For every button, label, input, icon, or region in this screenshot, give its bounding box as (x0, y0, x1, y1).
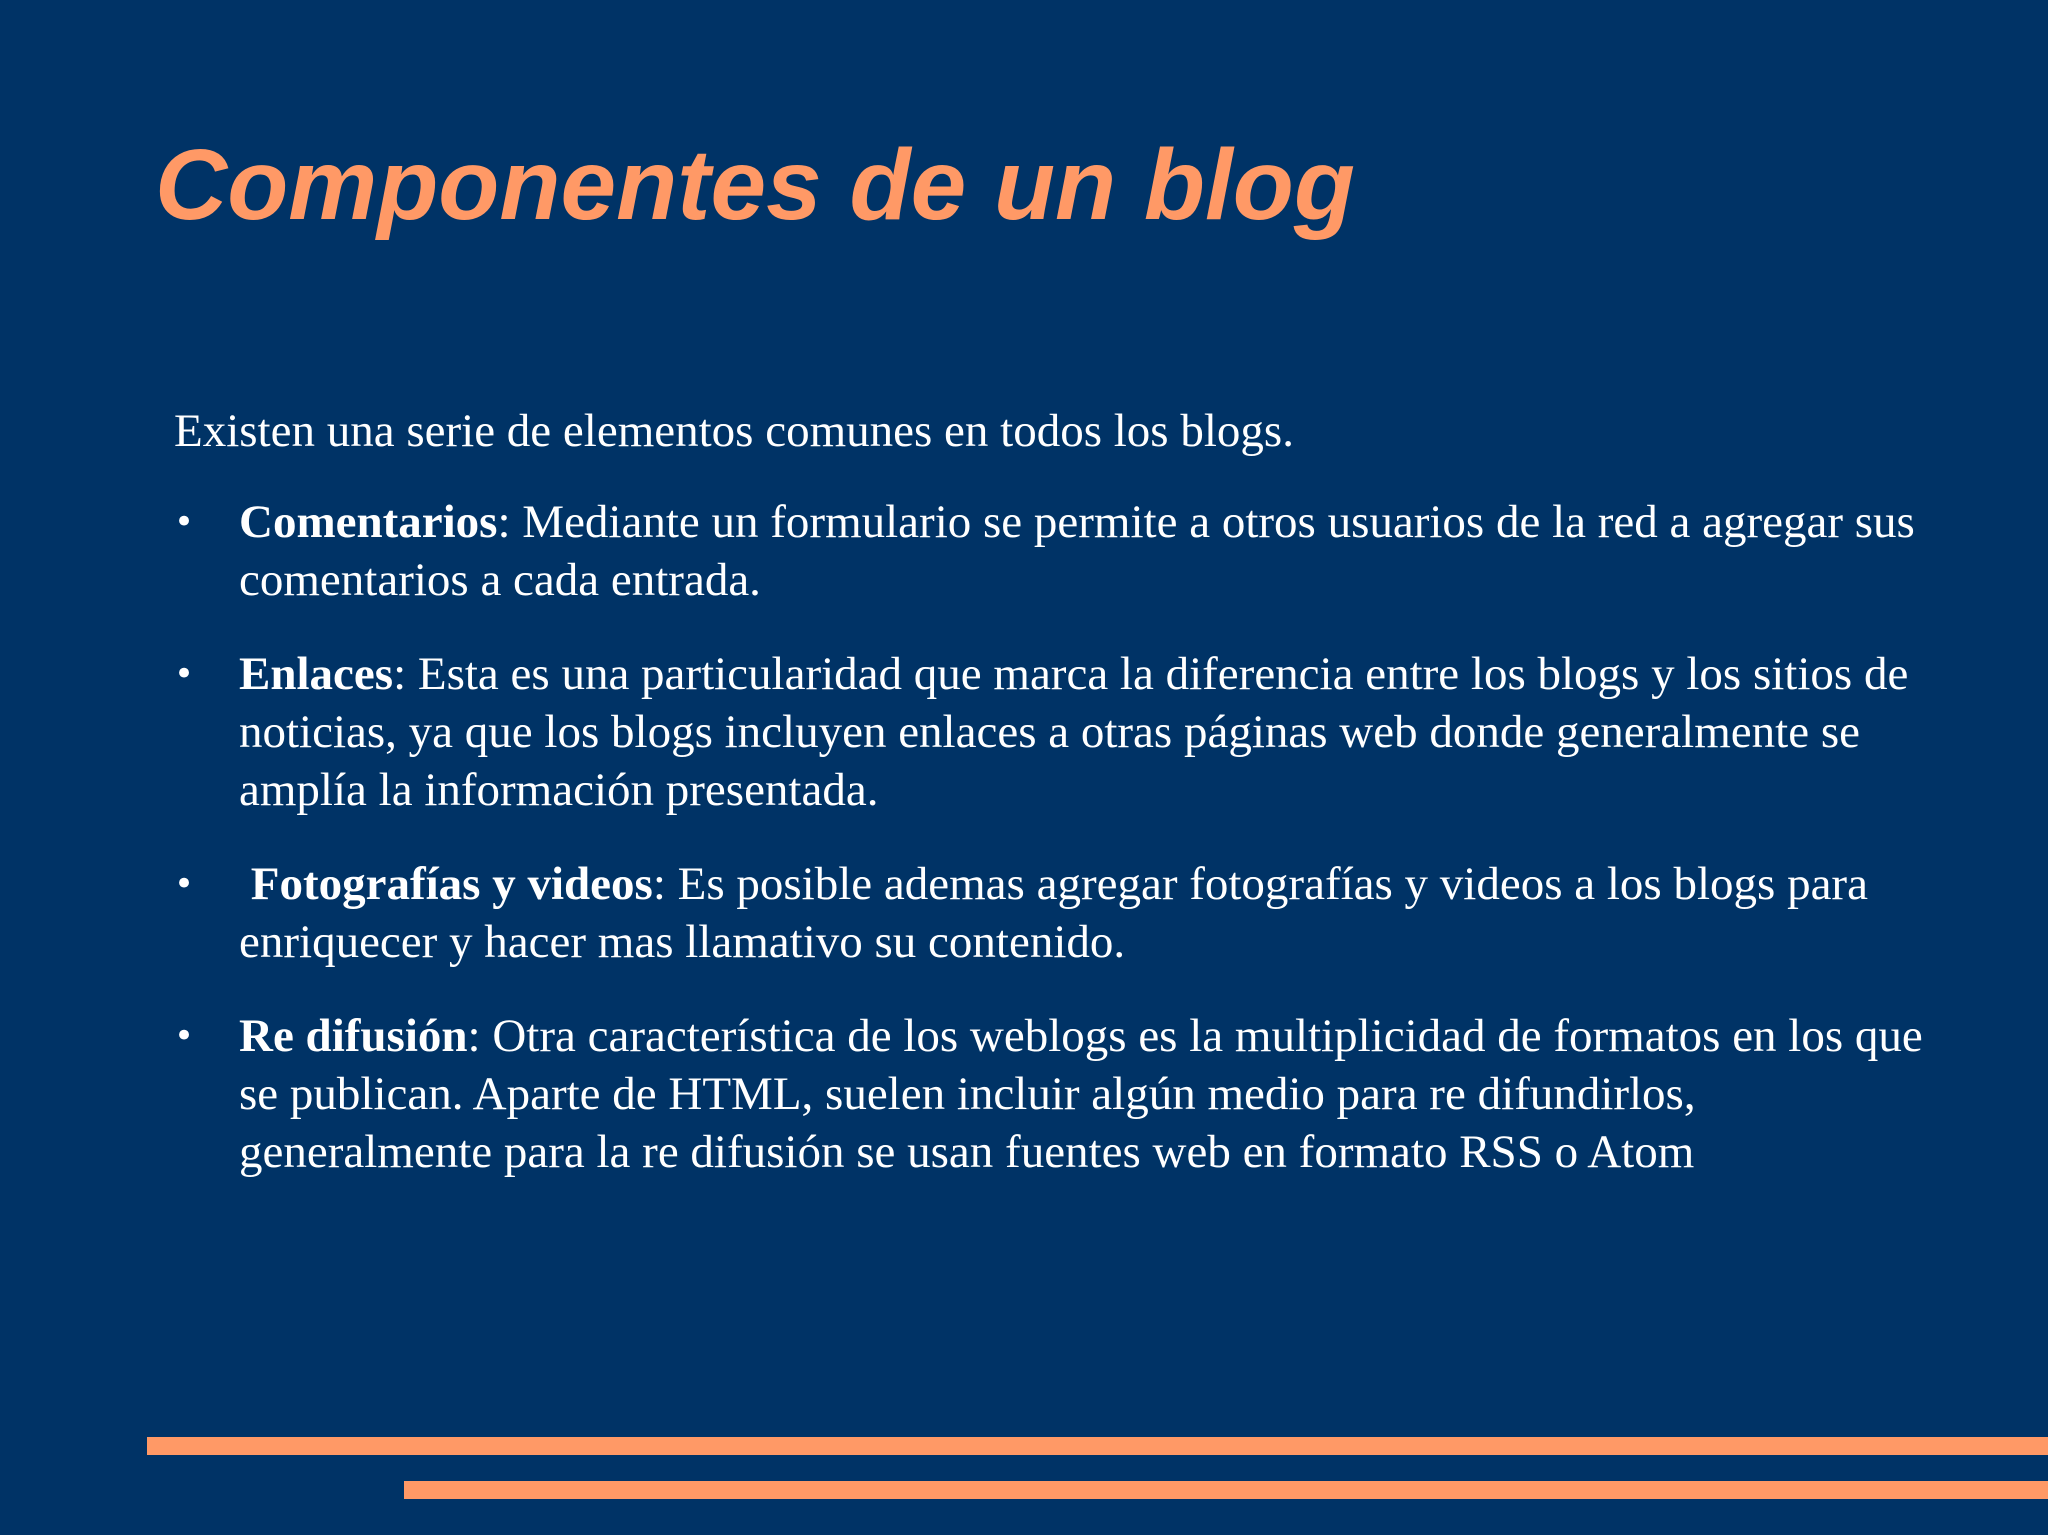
bullet-item-enlaces (174, 645, 1954, 819)
bullet-item-comentarios (174, 493, 1954, 609)
intro-text: Existen una serie de elementos comunes en todos los blogs. (174, 405, 1294, 457)
accent-rule-upper (147, 1437, 2048, 1455)
bullet-term: Re difusión (239, 1010, 468, 1062)
bullet-item-re-difusion (174, 1007, 1954, 1181)
slide-title: Componentes de un blog (155, 129, 1355, 241)
bullet-list (174, 493, 1954, 1181)
accent-rule-lower (404, 1481, 2048, 1499)
bullet-icon: • (174, 502, 195, 542)
bullet-item-fotografias (174, 855, 1954, 971)
bullet-icon: • (174, 1016, 195, 1056)
bullet-text: : Otra característica de los weblogs es la multiplicidad de formatos en los que se publican. Aparte de HTML, suelen incluir algún medio para re difundirlos, generalmente para la re difusión se usan fuentes web en formato RSS o Atom (239, 1010, 1923, 1178)
bullet-icon: • (174, 864, 195, 904)
bullet-term: Fotografías y videos (239, 858, 653, 910)
slide-body (174, 402, 1954, 1217)
bullet-term: Enlaces (239, 648, 394, 700)
bullet-term: Comentarios (239, 496, 498, 548)
bullet-text: : Es posible ademas agregar fotografías y videos a los blogs para enriquecer y hacer mas llamativo su contenido. (239, 858, 1868, 968)
bullet-text: : Mediante un formulario se permite a otros usuarios de la red a agregar sus comentarios a cada entrada. (239, 496, 1915, 606)
bullet-text: : Esta es una particularidad que marca la diferencia entre los blogs y los sitios de noticias, ya que los blogs incluyen enlaces a otras páginas web donde generalmente se amplía la información presentada. (239, 648, 1909, 816)
bullet-icon: • (174, 654, 195, 694)
